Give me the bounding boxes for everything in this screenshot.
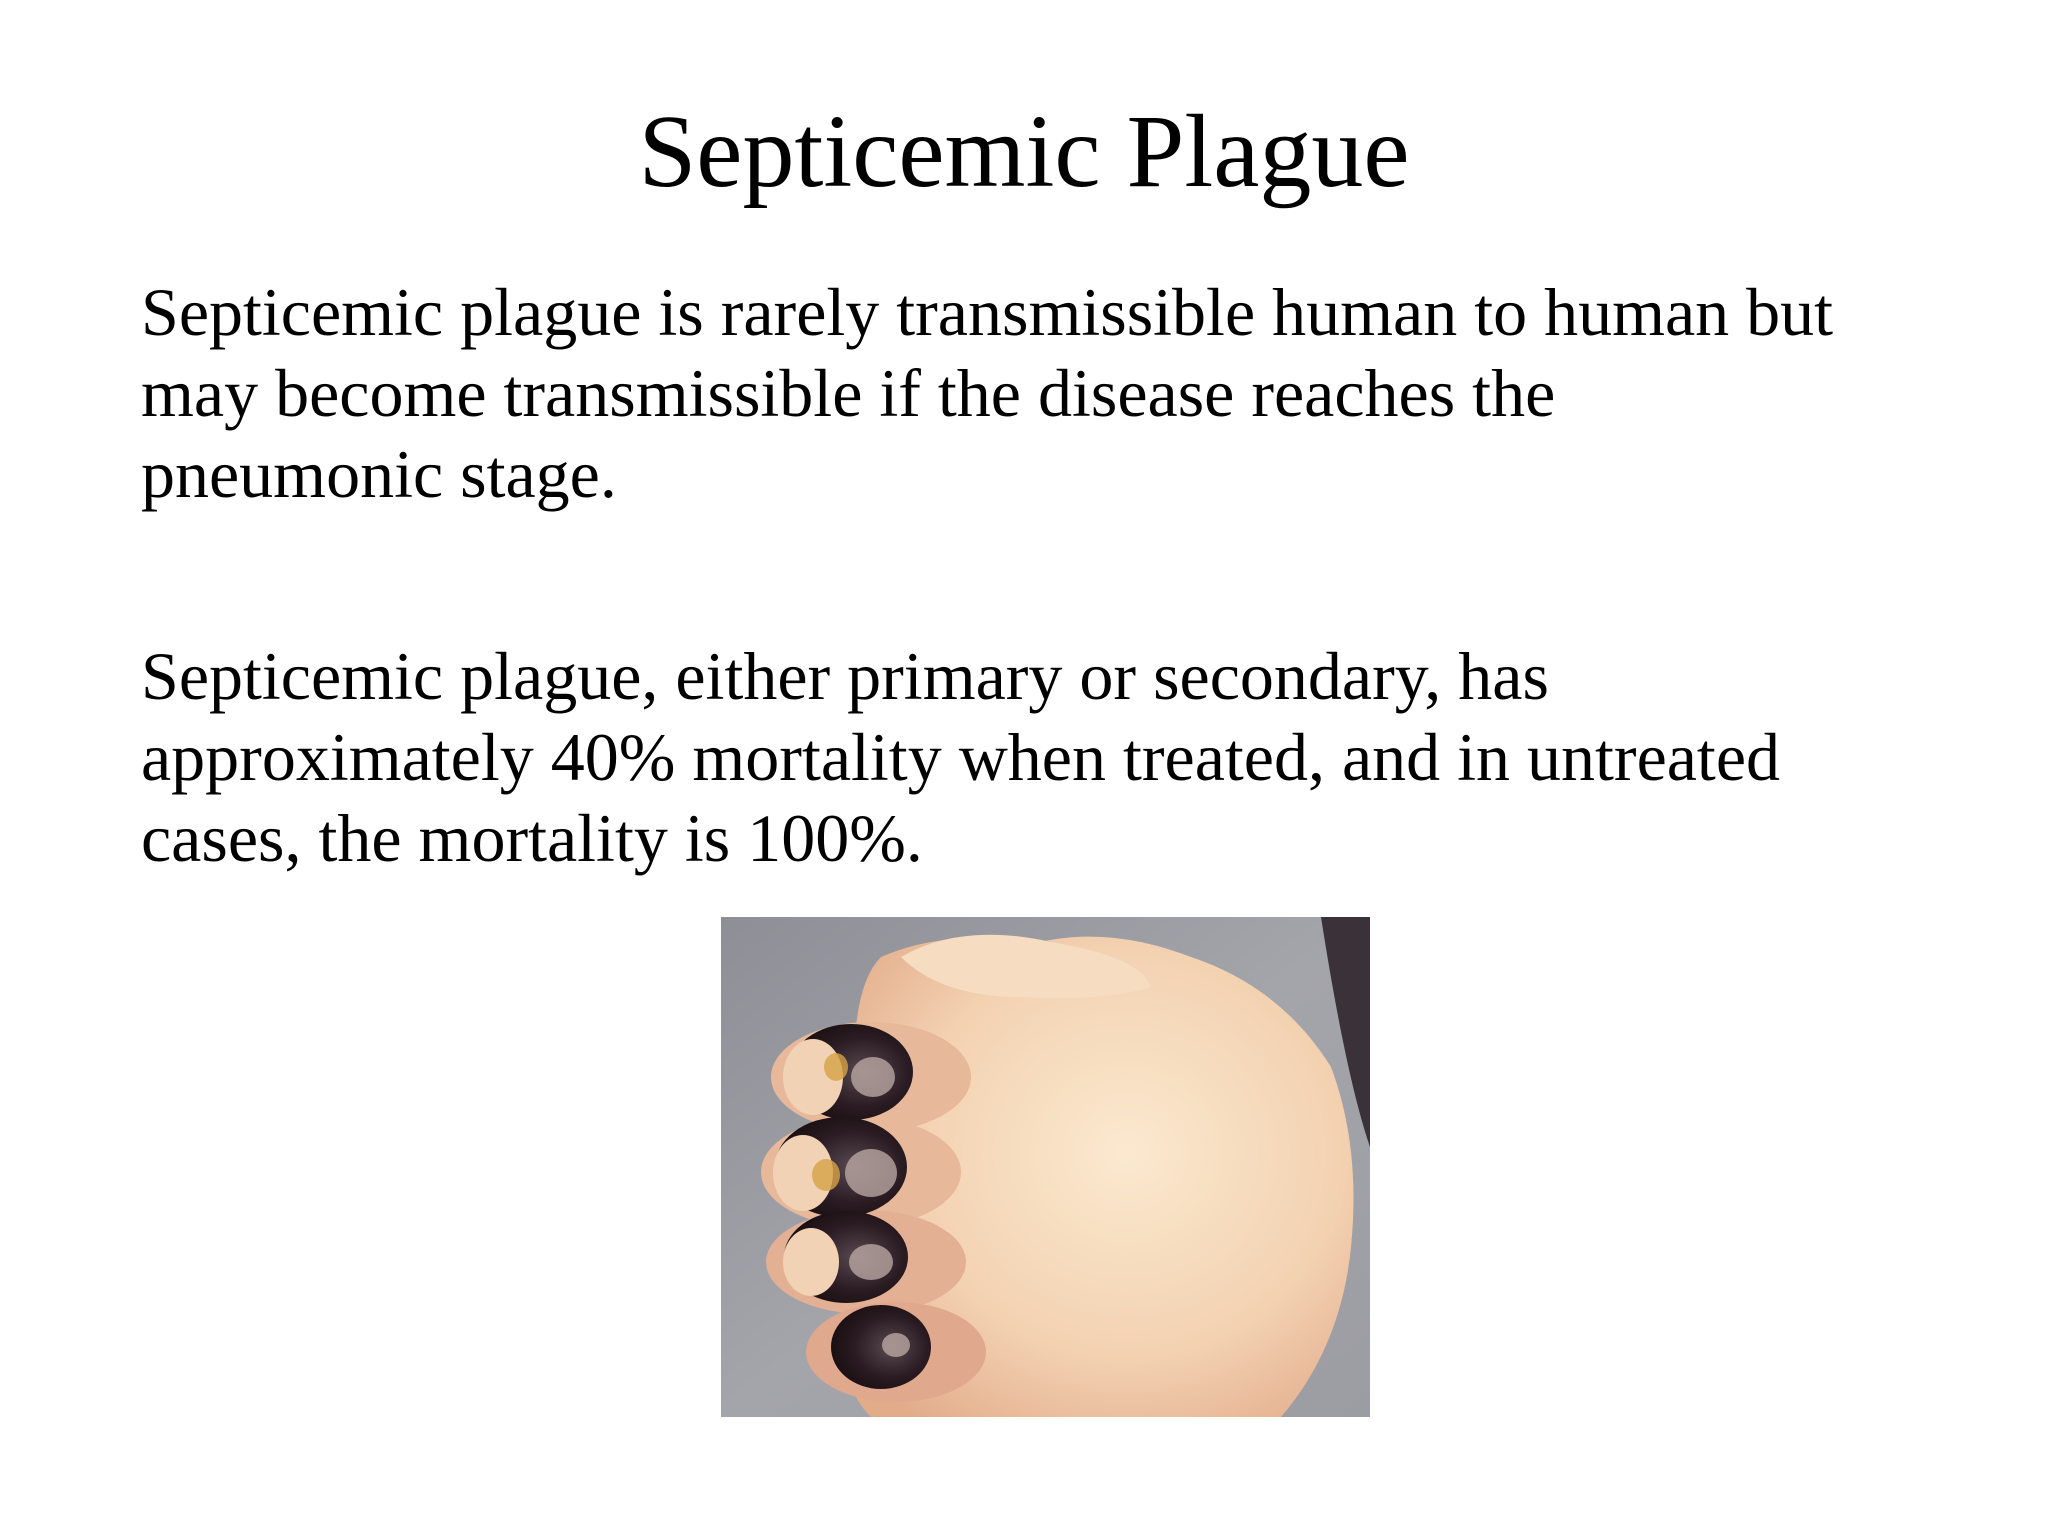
- paragraph-line: cases, the mortality is 100%.: [141, 800, 923, 876]
- paragraph-transmission: [141, 272, 1941, 515]
- paragraph-line: approximately 40% mortality when treated, and in untreated: [141, 719, 1781, 795]
- paragraph-line: Septicemic plague is rarely transmissible human to human but: [141, 274, 1834, 350]
- gangrene-hand-photo: [721, 917, 1370, 1417]
- slide-title: Septicemic Plague: [638, 94, 1410, 209]
- paragraph-line: may become transmissible if the disease reaches the: [141, 355, 1556, 431]
- paragraph-line: pneumonic stage.: [141, 436, 617, 512]
- paragraph-mortality: [141, 636, 1941, 879]
- paragraph-line: Septicemic plague, either primary or secondary, has: [141, 638, 1549, 714]
